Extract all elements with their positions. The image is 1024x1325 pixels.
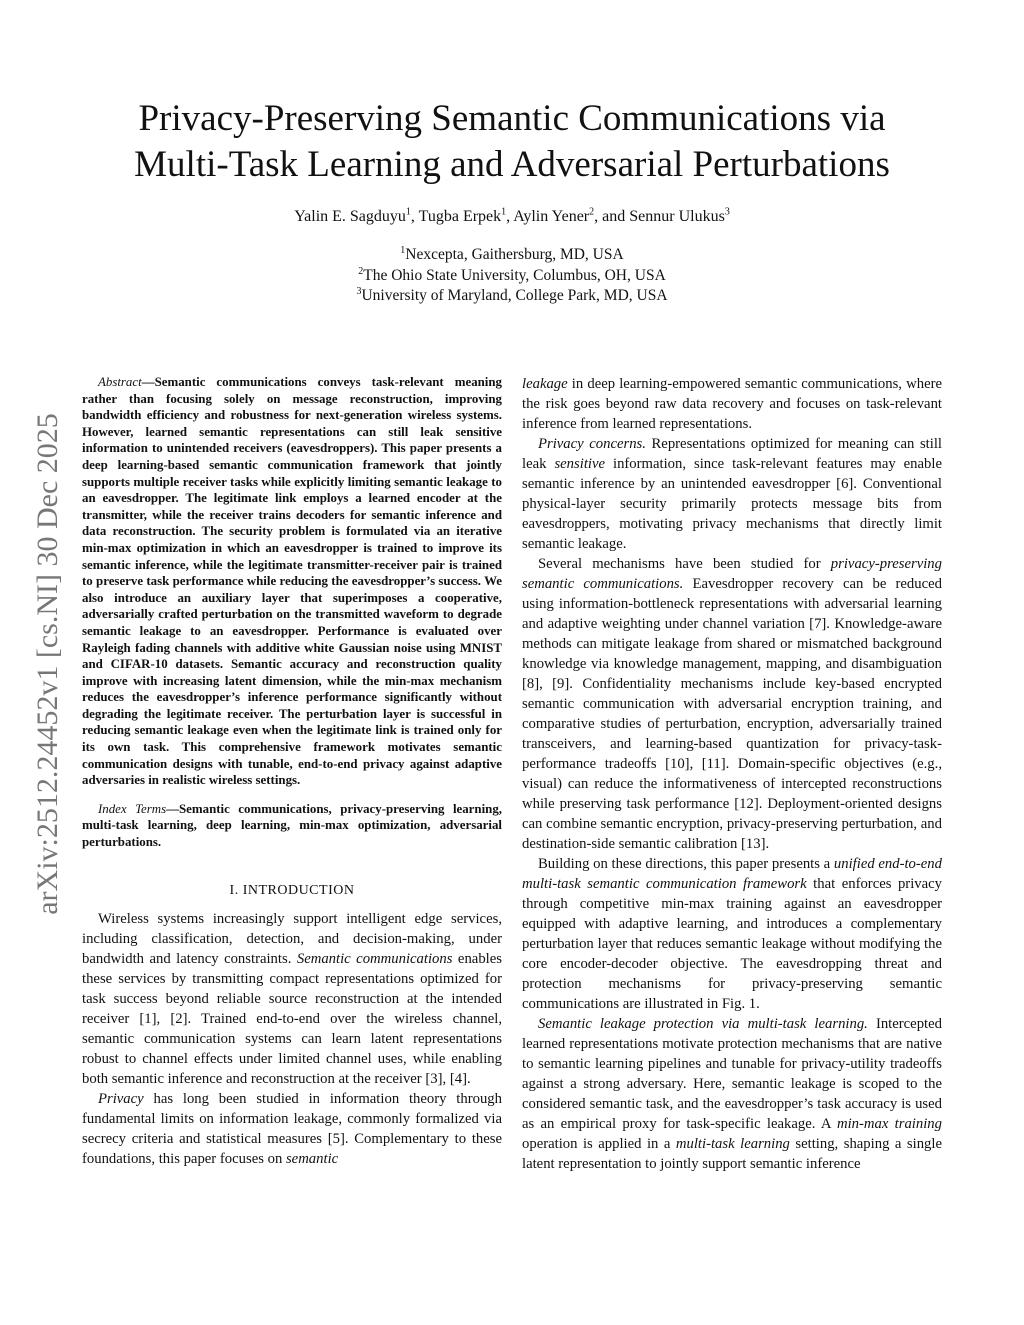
author-name: Sennur Ulukus xyxy=(629,208,725,225)
emphasis-text: Semantic communications xyxy=(296,950,453,967)
title-line-2: Multi-Task Learning and Adversarial Perturbations xyxy=(134,144,890,185)
emphasis-text: Semantic leakage protection via multi-task learning. xyxy=(538,1016,868,1032)
index-terms-text: —Semantic communications, privacy-preserving learning, multi-task learning, deep learning, min-max optimization, adversarial perturbations. xyxy=(82,801,502,850)
body-text: Intercepted learned representations motivate protection mechanisms that are native to semantic learning pipelines and tunable for privacy-utility tradeoffs against a strong adversary. Here, semantic leakage is scoped to the considered semantic task, and the eavesdropper’s task accuracy is used as an empirical proxy for task-specific leakage. A xyxy=(522,1016,942,1132)
emphasis-text: min-max training xyxy=(836,1116,942,1132)
body-text: setting, shaping a single latent representation to jointly support semantic inference xyxy=(522,1136,942,1172)
affiliation xyxy=(150,286,874,307)
author-list: Yalin E. Sagduyu$^1$, Tugba Erpek$^1$, Aylin Yener$^2$, and Sennur Ulukus$^3$ xyxy=(294,206,730,225)
emphasis-text: Privacy xyxy=(98,1090,144,1107)
author-affil-mark: 1 xyxy=(405,206,411,218)
affiliation-mark: 2 xyxy=(358,265,364,277)
body-text: in deep learning-empowered semantic communications, where the risk goes beyond raw data recovery and focuses on task-relevant inference from learned representations. xyxy=(522,376,942,432)
affiliation-mark: 1 xyxy=(400,244,406,256)
body-paragraph xyxy=(522,374,942,434)
arxiv-identifier: arXiv:2512.24452v1 [cs.NI] 30 Dec 2025 xyxy=(31,413,64,915)
body-text: has long been studied in information theory through fundamental limits on information leakage, commonly formalized via secrecy criteria and statistical measures [5]. Complementary to these foundations, this paper focuses on xyxy=(82,1090,502,1167)
index-terms xyxy=(82,801,502,851)
body-text: Several mechanisms have been studied for xyxy=(538,556,831,572)
emphasis-text: Privacy concerns. xyxy=(538,436,646,452)
body-text: Eavesdropper recovery can be reduced using information-bottleneck representations with adversarial learning and adaptive weighting under channel variation [7]. Knowledge-aware methods can mitigate leakage from shared or mismatched background knowledge via knowledge management, mapping, and disambiguation [8], [9]. Confidentiality mechanisms include key-based encrypted semantic communication with adversarial encryption training, and comparative studies of perturbation, encryption, adversarially trained transceivers, and learning-based quantization for privacy-task-performance tradeoffs [10], [11]. Domain-specific objectives (e.g., visual) can reduce the informativeness of intercepted reconstructions while preserving task performance [12]. Deployment-oriented designs can combine semantic encryption, privacy-preserving perturbation, and destination-side semantic calibration [13]. xyxy=(522,576,943,852)
author-name: Aylin Yener xyxy=(513,208,590,225)
body-text: operation is applied in a xyxy=(522,1136,676,1152)
author-affil-mark: 1 xyxy=(501,206,507,218)
emphasis-text: unified end-to-end multi-task semantic communication framework xyxy=(522,856,942,892)
body-text: information, since task-relevant features may enable semantic inference by an unintended eavesdropper [6]. Conventional physical-layer security primarily protects message bits from eavesdroppers, motivating privacy mechanisms that directly limit semantic leakage. xyxy=(522,456,942,552)
affiliation xyxy=(150,245,874,266)
affiliation xyxy=(150,266,874,287)
body-paragraph xyxy=(82,909,502,1089)
body-text: Wireless systems increasingly support intelligent edge services, including classification, detection, and decision-making, under bandwidth and latency constraints. xyxy=(82,910,502,967)
emphasis-text: sensitive xyxy=(554,456,606,472)
body-paragraph xyxy=(522,434,942,554)
body-text: Representations optimized for meaning can still leak xyxy=(522,436,942,472)
body-paragraph xyxy=(522,854,942,1014)
left-column xyxy=(82,374,502,1169)
body-paragraph xyxy=(522,1014,942,1174)
emphasis-text: multi-task learning xyxy=(675,1136,790,1152)
author-name: Tugba Erpek xyxy=(418,208,502,225)
author-affil-mark: 2 xyxy=(589,206,595,218)
right-column xyxy=(522,374,942,1174)
section-heading: I. INTRODUCTION xyxy=(229,882,355,898)
emphasis-text: leakage xyxy=(522,376,568,392)
body-text: Building on these directions, this paper presents a xyxy=(538,856,834,872)
emphasis-text: semantic xyxy=(285,1150,339,1167)
author-affil-mark: 3 xyxy=(724,206,730,218)
index-terms-label: Index Terms xyxy=(98,801,167,816)
affiliation-text: Nexcepta, Gaithersburg, MD, USA xyxy=(405,246,624,263)
abstract-label: Abstract xyxy=(98,375,142,389)
emphasis-text: privacy-preserving semantic communications. xyxy=(522,556,942,592)
title-line-1: Privacy-Preserving Semantic Communications via xyxy=(138,98,886,139)
abstract-text: —Semantic communications conveys task-relevant meaning rather than focusing solely on message reconstruction, improving bandwidth efficiency and robustness for next-generation wireless systems. However, learned semantic representations can still leak sensitive information to unintended receivers (eavesdroppers). This paper presents a deep learning-based semantic communication framework that jointly supports multiple receiver tasks while explicitly limiting semantic leakage to an eavesdropper. The legitimate link employs a learned encoder at the transmitter, while the receiver trains decoders for semantic inference and data reconstruction. The security problem is formulated via an iterative min-max optimization in which an eavesdropper is trained to improve its semantic inference, while the legitimate transmitter-receiver pair is trained to preserve task performance while reducing the eavesdropper’s success. We also introduce an auxiliary layer that superimposes a cooperative, adversarially crafted perturbation on the transmitted waveform to degrade semantic leakage to an eavesdropper. Performance is evaluated over Rayleigh fading channels with additive white Gaussian noise using MNIST and CIFAR-10 datasets. Semantic accuracy and reconstruction quality improve with increasing latent dimension, while the min-max mechanism reduces the eavesdropper’s inference performance significantly without degrading the legitimate receiver. The perturbation layer is successful in reducing semantic leakage even when the legitimate link is trained only for its own task. This comprehensive framework motivates semantic communication designs with tunable, end-to-end privacy against adaptive adversaries in realistic wireless settings. xyxy=(82,375,502,788)
author-conjunction: and xyxy=(602,208,626,225)
body-text: enables these services by transmitting compact representations optimized for task success beyond reliable source reconstruction at the intended receiver [1], [2]. Trained end-to-end over the wireless channel, semantic communication systems can learn latent representations robust to channel effects under limited channel uses, while enabling both semantic inference and reconstruction at the receiver [3], [4]. xyxy=(82,950,502,1087)
author-name: Yalin E. Sagduyu xyxy=(294,208,406,225)
paper-title xyxy=(60,96,964,188)
body-paragraph xyxy=(522,554,942,854)
affiliation-text: The Ohio State University, Columbus, OH, USA xyxy=(363,266,666,284)
affiliation-mark: 3 xyxy=(356,285,362,297)
body-paragraph xyxy=(82,1089,502,1169)
abstract xyxy=(82,374,502,789)
affiliation-list xyxy=(150,245,874,307)
body-text: that enforces privacy through competitive min-max training against an eavesdropper equipped with adaptive learning, and introduces a complementary perturbation layer that reduces semantic leakage without modifying the core encoder-decoder objective. The eavesdropping threat and protection mechanisms for privacy-preserving semantic communications are illustrated in Fig. 1. xyxy=(522,876,942,1012)
affiliation-text: University of Maryland, College Park, MD, USA xyxy=(361,287,668,304)
